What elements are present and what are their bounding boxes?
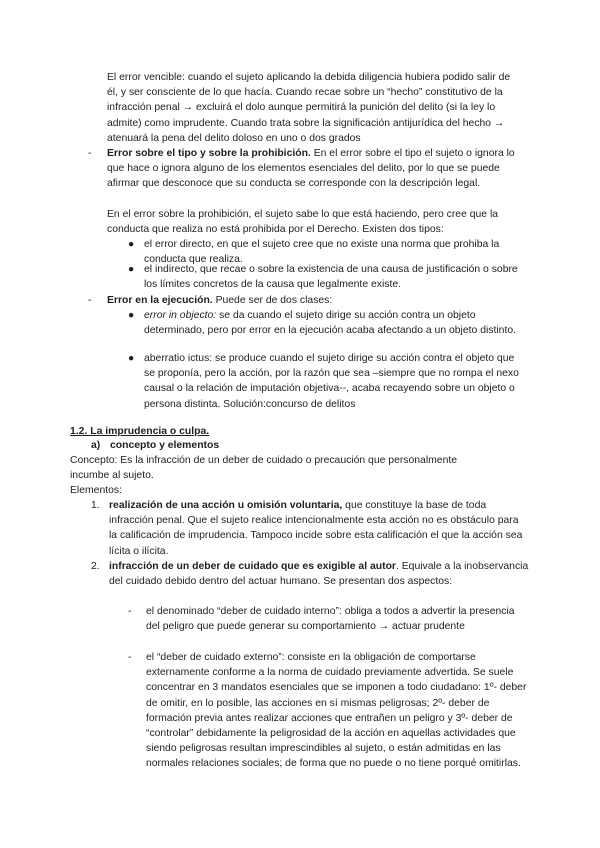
- error-tipo-text: En el error sobre el tipo el sujeto o ignora lo que hace o ignora alguno de los elementos esenciales del delito, por lo que se puede afirmar que desconoce que su conducta se corresponde con la descripción legal.: [107, 148, 515, 190]
- bullet-icon: ●: [128, 264, 135, 275]
- deber-cuidado-externo: el “deber de cuidado externo”: consiste en la obligación de comportarse externamente conforme a la norma de cuidado previamente advertida. Se suele concentrar en 3 mandatos esenciales que se imponen a todo ciudadano: 1º- deber de omitir, en lo posible, las acciones en sí mismas peligrosas; 2º- deber de formación previa antes realizar acciones que entrañen un peligro y 3º- deber de “controlar” debidamente la peligrosidad de la acción en aquellas actividades que siendo peligrosas resultan imprescindibles al sujeto, o están admitidas en las normales relaciones sociales; de forma que no puede o no tiene porqué omitirlas.: [146, 652, 527, 770]
- bullet-error-directo: el error directo, en que el sujeto cree que no existe una norma que prohiba la conducta que realiza.: [144, 239, 500, 266]
- elemento-1-paragraph: [109, 498, 529, 559]
- list-dash: -: [88, 148, 92, 159]
- elemento-2-paragraph: [109, 559, 529, 589]
- list-dash: -: [88, 295, 92, 306]
- error-prohibicion-paragraph: En el error sobre la prohibición, el sujeto sabe lo que está haciendo, pero cree que la conducta que realiza no está prohibida por el Derecho. Existen dos tipos:: [107, 209, 499, 236]
- bullet-icon: ●: [128, 353, 135, 364]
- section-heading: 1.2. La imprudencia o culpa.: [70, 426, 210, 437]
- list-dash: -: [128, 652, 132, 663]
- sub-heading: concepto y elementos: [110, 440, 220, 451]
- bullet-error-indirecto: el indirecto, que recae o sobre la existencia de una causa de justificación o sobre los límites concretos de la causa que legalmente existe.: [144, 264, 518, 291]
- bullet-icon: ●: [128, 310, 135, 321]
- bullet-error-in-objecto: [144, 308, 526, 338]
- error-ejecucion-text: Puede ser de dos clases:: [212, 295, 333, 306]
- item-number: 2.: [91, 561, 100, 572]
- bullet-icon: ●: [128, 239, 135, 250]
- sub-heading-marker: a): [91, 440, 101, 451]
- error-ejecucion-title: Error en la ejecución.: [107, 295, 213, 306]
- elemento-2-text: . Equivale a la inobservancia del cuidado debido dentro del actuar humano. Se presentan dos aspectos:: [109, 561, 529, 588]
- error-ejecucion-paragraph: [107, 293, 525, 308]
- elemento-1-title: realización de una acción u omisión voluntaria,: [109, 500, 343, 511]
- error-in-objecto-text: se da cuando el sujeto dirige su acción contra un objeto determinado, pero por error en la ejecución acaba afectando a un objeto distinto.: [144, 310, 516, 337]
- elemento-1-text: que constituye la base de toda infracción penal. Que el sujeto realice intencionalmente esta acción no es obstáculo para la calificación de imprudencia. Tampoco incide sobre esta calificación el que la acción sea lícita o ilícita.: [109, 500, 523, 557]
- elemento-2-title: infracción de un deber de cuidado que es exigible al autor: [109, 561, 396, 572]
- error-tipo-paragraph: [107, 146, 525, 192]
- concepto-paragraph: Concepto: Es la infracción de un deber de cuidado o precaución que personalmente incumbe al sujeto.: [70, 455, 458, 482]
- intro-paragraph: El error vencible: cuando el sujeto aplicando la debida diligencia hubiera podido salir de él, y ser consciente de lo que hacía. Cuando recae sobre un “hecho” constitutivo de la infracción penal → excluirá el dolo aunque permitirá la punición del delito (si la ley lo admite) como imprudente. Cuando trata sobre la significación antijurídica del hecho → atenuará la pena del delito doloso en uno o dos grados: [107, 72, 511, 144]
- elementos-label: Elementos:: [70, 485, 122, 496]
- error-tipo-title: Error sobre el tipo y sobre la prohibición.: [107, 148, 311, 159]
- deber-cuidado-interno: el denominado “deber de cuidado interno”: obliga a todos a advertir la presencia del peligro que puede generar su comportamiento → actuar prudente: [146, 606, 515, 633]
- error-in-objecto-term: error in objecto:: [144, 310, 217, 321]
- bullet-aberratio-ictus: aberratio ictus: se produce cuando el sujeto dirige su acción contra el objeto que se proponía, pero la acción, por la razón que sea –siempre que no rompa el nexo causal o la relación de imputación objetiva--, acaba recayendo sobre un objeto o persona distinta. Solución:concurso de delitos: [144, 353, 519, 410]
- item-number: 1.: [91, 500, 100, 511]
- list-dash: -: [128, 606, 132, 617]
